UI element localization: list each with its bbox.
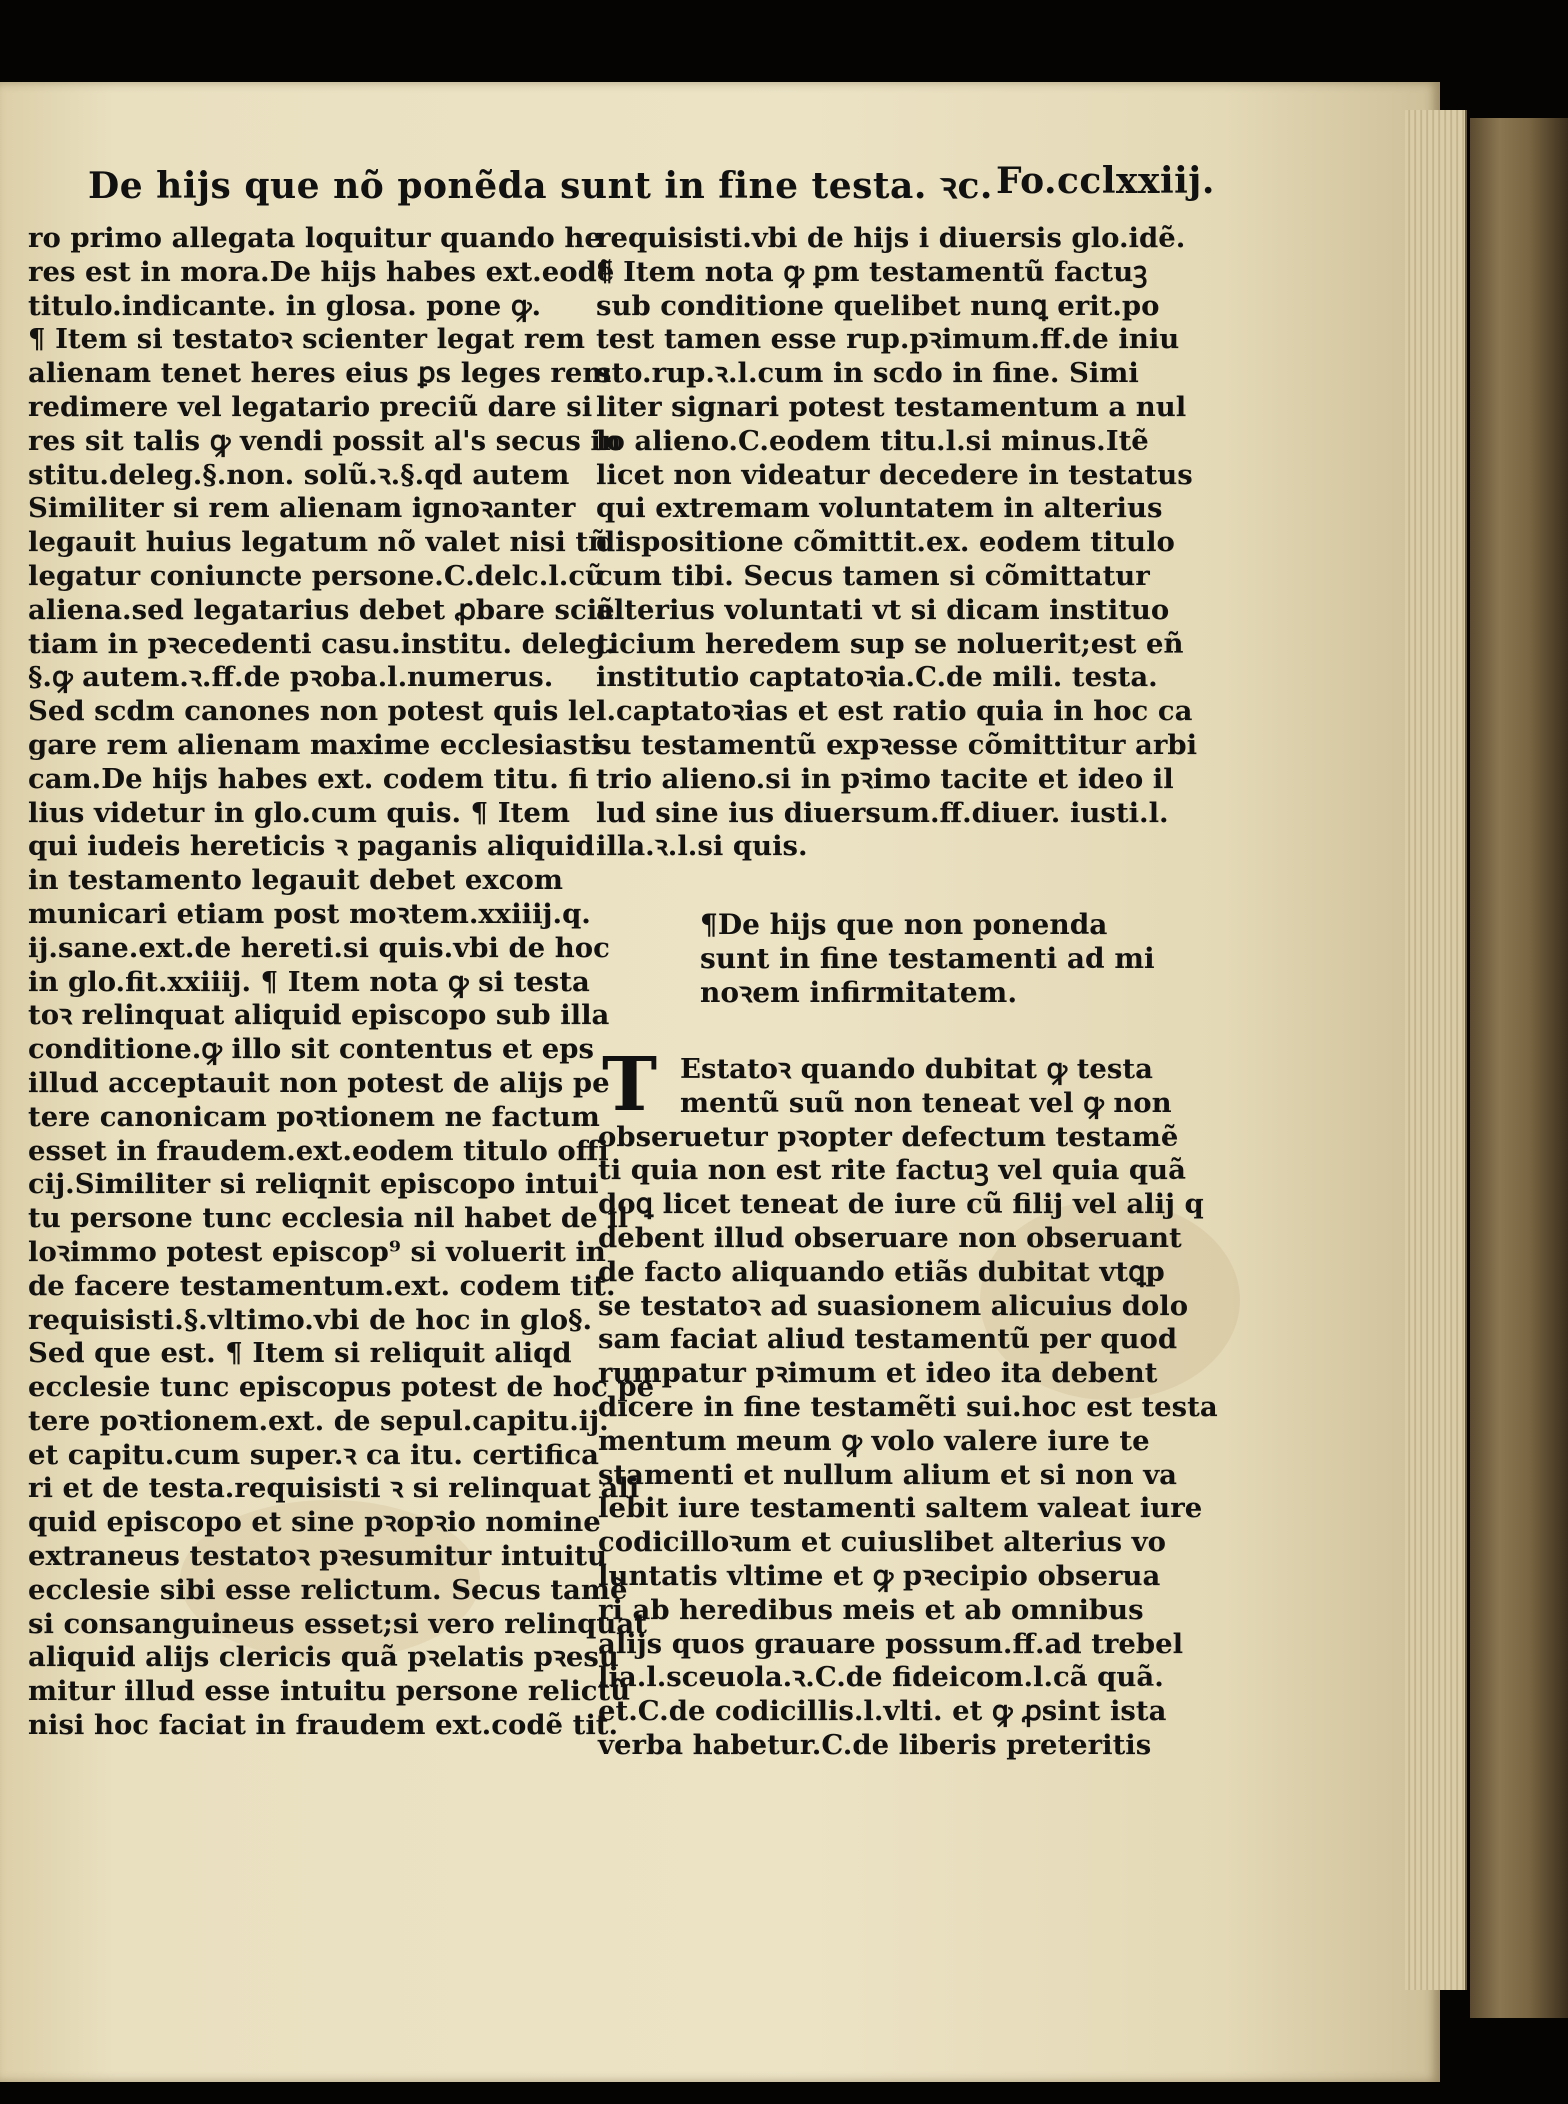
text-line: quid episcopo et sine pꝛopꝛio nomine [28, 1506, 601, 1539]
text-line: ticium heredem sup se noluerit;est eñ [596, 627, 1184, 660]
text-line: ri et de testa.requisisti ꝛ si relinquat ali [28, 1472, 640, 1505]
text-line: qui extremam voluntatem in alterius [596, 492, 1163, 525]
section-rubric [700, 908, 1155, 1009]
text-line: sam faciat aliud testamentũ per quod [598, 1323, 1178, 1356]
text-line: nisi hoc faciat in fraudem ext.codẽ tit. [28, 1709, 619, 1742]
text-line: toꝛ relinquat aliquid episcopo sub illa [28, 999, 610, 1032]
text-line: trio alieno.si in pꝛimo tacite et ideo il [596, 762, 1174, 795]
text-line: l.captatoꝛias et est ratio quia in hoc ca [596, 695, 1193, 728]
text-line: stamenti et nullum alium et si non va [598, 1458, 1177, 1491]
text-line: alienam tenet heres eius ꝑs leges rem [28, 357, 612, 390]
text-line: conditione.ꝙ illo sit contentus et eps [28, 1033, 595, 1066]
text-line: doꝗ licet teneat de iure cũ filij vel alij q [598, 1188, 1204, 1221]
text-line: ecclesie tunc episcopus potest de hoc pe [28, 1371, 655, 1404]
text-line: liter signari potest testamentum a nul [596, 390, 1187, 423]
text-line: et.C.de codicillis.l.vlti. et ꝙ ꝓsint ista [598, 1695, 1167, 1728]
text-line: luntatis vltime et ꝙ pꝛecipio obserua [598, 1559, 1161, 1592]
text-line: Sed scdm canones non potest quis le [28, 695, 596, 728]
text-line: rumpatur pꝛimum et ideo ita debent [598, 1357, 1158, 1390]
text-line: lia.l.sceuola.ꝛ.C.de fideicom.l.cã quã. [598, 1661, 1164, 1694]
text-line: mentũ suũ non teneat vel ꝙ non [680, 1086, 1172, 1119]
text-line: ti quia non est rite factuꝫ vel quia quã [598, 1154, 1186, 1187]
right-column-bottom [598, 1053, 1218, 1763]
text-line: illud acceptauit non potest de alijs pe [28, 1066, 610, 1099]
decorated-initial: T [602, 1042, 658, 1128]
text-line: cam.De hijs habes ext. codem titu. fi [28, 762, 589, 795]
text-line: test tamen esse rup.pꝛimum.ff.de iniu [596, 323, 1180, 356]
text-line: et capitu.cum super.ꝛ ca itu. certifica [28, 1438, 599, 1471]
running-title: De hijs que nõ ponẽda sunt in fine testa. ꝛc. [88, 165, 993, 207]
text-line: ¶ Item nota ꝙ ꝑm testamentũ factuꝫ [596, 255, 1148, 288]
text-line: §.ꝙ autem.ꝛ.ff.de pꝛoba.l.numerus. [28, 661, 554, 694]
text-line: tere poꝛtionem.ext. de sepul.capitu.ij. [28, 1404, 609, 1437]
text-line: tiam in pꝛecedenti casu.institu. deleg. [28, 627, 616, 660]
text-line: alijs quos grauare possum.ff.ad trebel [598, 1627, 1184, 1660]
text-line: municari etiam post moꝛtem.xxiiij.q. [28, 897, 591, 930]
text-line: se testatoꝛ ad suasionem alicuius dolo [598, 1289, 1189, 1322]
left-column [28, 222, 655, 1743]
text-line: ecclesie sibi esse relictum. Secus tamẽ [28, 1573, 628, 1606]
right-column-top [596, 222, 1198, 864]
running-header [88, 160, 1215, 209]
text-line: in testamento legauit debet excom [28, 864, 563, 897]
text-line: extraneus testatoꝛ pꝛesumitur intuitu [28, 1540, 608, 1573]
text-line: titulo.indicante. in glosa. pone ꝙ. [28, 289, 542, 322]
text-line: tu persone tunc ecclesia nil habet de il [28, 1202, 629, 1235]
text-line: ij.sane.ext.de hereti.si quis.vbi de hoc [28, 931, 610, 964]
text-line: institutio captatoꝛia.C.de mili. testa. [596, 661, 1158, 694]
text-line: mentum meum ꝙ volo valere iure te [598, 1424, 1150, 1457]
text-line: cij.Similiter si reliqnit episcopo intui [28, 1168, 599, 1201]
text-line: obseruetur pꝛopter defectum testamẽ [598, 1120, 1179, 1153]
text-line: lo alieno.C.eodem titu.l.si minus.Itẽ [596, 424, 1149, 457]
text-line: requisisti.vbi de hijs i diuersis glo.idẽ. [596, 222, 1186, 254]
text-line: tere canonicam poꝛtionem ne factum [28, 1100, 600, 1133]
text-line: stitu.deleg.§.non. solũ.ꝛ.§.qd autem [28, 458, 570, 491]
text-line: sub conditione quelibet nunꝗ erit.po [596, 289, 1160, 322]
text-line: in glo.fit.xxiiij. ¶ Item nota ꝙ si testa [28, 965, 590, 998]
text-line: legauit huius legatum nõ valet nisi tñ [28, 526, 609, 559]
text-line: Estatoꝛ quando dubitat ꝙ testa [680, 1053, 1153, 1085]
text-line: res sit talis ꝙ vendi possit al's secus in [28, 424, 621, 457]
text-line: requisisti.§.vltimo.vbi de hoc in glo§. [28, 1303, 593, 1336]
folio-number: Fo.cclxxiij. [996, 160, 1215, 202]
text-line: su testamentũ expꝛesse cõmittitur arbi [596, 728, 1198, 761]
text-line: mitur illud esse intuitu persone relictũ [28, 1675, 631, 1708]
text-line: ro primo allegata loquitur quando he [28, 222, 602, 254]
text-line: res est in mora.De hijs habes ext.eodẽ [28, 255, 615, 288]
text-line: alterius voluntati vt si dicam instituo [596, 593, 1170, 626]
text-line: lud sine ius diuersum.ff.diuer. iusti.l. [596, 796, 1169, 829]
text-line: aliquid alijs clericis quã pꝛelatis pꝛesu [28, 1641, 619, 1674]
text-line: lebit iure testamenti saltem valeat iure [598, 1492, 1203, 1525]
text-line: cum tibi. Secus tamen si cõmittatur [596, 559, 1150, 592]
text-line: Similiter si rem alienam ignoꝛanter [28, 492, 576, 525]
text-line: gare rem alienam maxime ecclesiasti [28, 728, 602, 761]
text-line: legatur coniuncte persone.C.delc.l.cũ [28, 559, 606, 592]
text-line: esset in fraudem.ext.eodem titulo offi [28, 1134, 609, 1167]
text-line: si consanguineus esset;si vero relinquat [28, 1607, 647, 1640]
text-line: ¶ Item si testatoꝛ scienter legat rem [28, 323, 585, 356]
text-line: aliena.sed legatarius debet ꝓbare sciẽ [28, 593, 615, 626]
page-edges [1405, 110, 1467, 1990]
rubric-line: noꝛem infirmitatem. [700, 975, 1018, 1009]
text-line: de facto aliquando etiãs dubitat vtꝗp [598, 1255, 1165, 1288]
text-line: Sed que est. ¶ Item si reliquit aliqd [28, 1337, 572, 1370]
text-line: lius videtur in glo.cum quis. ¶ Item [28, 796, 570, 829]
text-line: ri ab heredibus meis et ab omnibus [598, 1593, 1144, 1626]
text-line: dispositione cõmittit.ex. eodem titulo [596, 526, 1175, 559]
text-line: sto.rup.ꝛ.l.cum in scdo in fine. Simi [596, 357, 1139, 390]
text-line: illa.ꝛ.l.si quis. [596, 830, 808, 863]
text-line: verba habetur.C.de liberis preteritis [598, 1728, 1152, 1761]
text-line: dicere in fine testamẽti sui.hoc est testa [598, 1390, 1218, 1423]
text-line: debent illud obseruare non obseruant [598, 1221, 1182, 1254]
text-line: redimere vel legatario preciũ dare si [28, 390, 593, 423]
text-line: licet non videatur decedere in testatus [596, 458, 1193, 491]
book-cover-edge [1470, 118, 1568, 2018]
text-line: qui iudeis hereticis ꝛ paganis aliquid [28, 830, 595, 863]
text-line: de facere testamentum.ext. codem tit. [28, 1269, 616, 1302]
rubric-line: ¶De hijs que non ponenda [700, 908, 1108, 941]
text-line: codicilloꝛum et cuiuslibet alterius vo [598, 1526, 1166, 1559]
text-line: loꝛimmo potest episcop⁹ si voluerit in [28, 1235, 606, 1268]
rubric-line: sunt in fine testamenti ad mi [700, 941, 1155, 975]
